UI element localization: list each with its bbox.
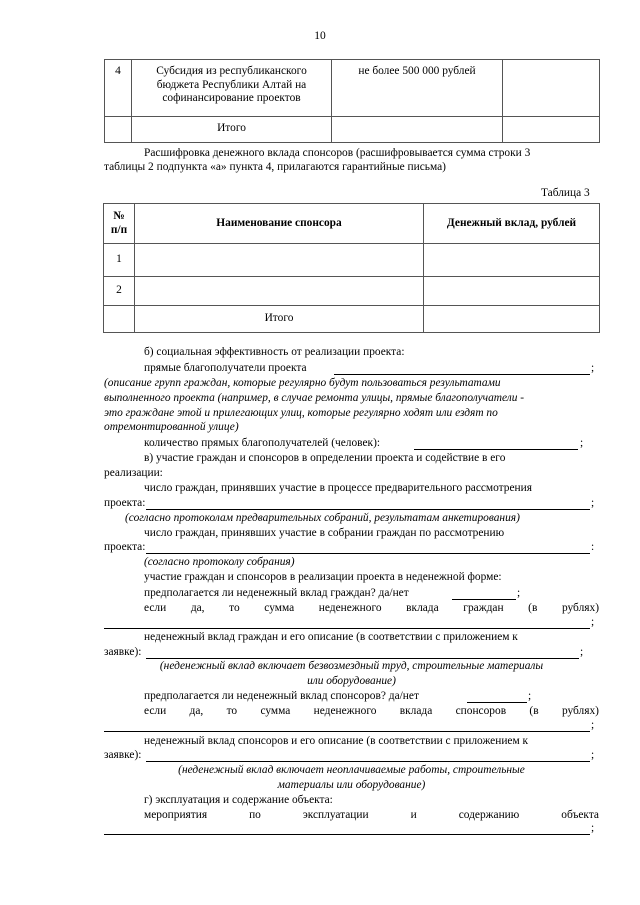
table-header-row <box>104 204 600 244</box>
punctuation: ; <box>591 822 595 834</box>
total-amount-cell <box>332 117 503 143</box>
sponsor-intro-text: Расшифровка денежного вклада спонсоров (расшифровывается сумма строки 3 <box>144 147 531 159</box>
nonmonetary-title: участие граждан и спонсоров в реализации проекта в неденежной форме: <box>144 571 502 583</box>
table-row-total <box>104 306 600 333</box>
blank-line <box>467 702 527 703</box>
punctuation: ; <box>528 690 532 702</box>
table-row <box>104 244 600 277</box>
meeting-count-label: число граждан, принявших участие в собрании граждан по рассмотрению <box>144 527 505 539</box>
header-num-abbr: п/п <box>110 223 128 236</box>
row-name <box>132 60 332 117</box>
word: (в <box>529 705 539 717</box>
sponsors-desc-label <box>144 735 599 749</box>
row-name-line: Субсидия из республиканского <box>156 65 307 77</box>
word: если <box>144 705 167 717</box>
beneficiaries-note-line <box>104 377 599 391</box>
punctuation: : <box>591 541 595 553</box>
punctuation: ; <box>517 587 521 599</box>
total-label: Итого <box>135 306 424 333</box>
blank-line <box>146 658 579 659</box>
punctuation: ; <box>591 497 595 509</box>
word: эксплуатации <box>302 809 369 821</box>
beneficiaries-count-label: количество прямых благополучателей (человек): <box>144 437 381 449</box>
section-v-title <box>144 452 599 466</box>
header-num-sign: № <box>113 209 125 222</box>
table-caption: Таблица 3 <box>541 187 590 199</box>
word: и <box>410 809 417 821</box>
punctuation: ; <box>591 719 595 731</box>
sponsor-amount-cell <box>424 277 600 306</box>
section-v-text: в) участие граждан и спонсоров в определении проекта и содействие в его <box>144 452 506 464</box>
row-number: 1 <box>104 244 135 277</box>
sponsors-question: предполагается ли неденежный вклад спонсоров? да/нет <box>144 690 419 702</box>
citizens-note-2: или оборудование) <box>307 675 396 687</box>
sponsor-name-cell <box>135 244 424 277</box>
citizens-note: (неденежный вклад включает безвозмездный труд, строительные материалы <box>159 660 544 672</box>
punctuation: ; <box>580 437 584 449</box>
direct-beneficiaries-label: прямые благополучатели проекта <box>144 362 307 374</box>
word: (в <box>528 602 538 614</box>
sponsors-desc-label-2: заявке): <box>104 749 142 761</box>
word: вклада <box>399 705 433 717</box>
row-number: 2 <box>104 277 135 306</box>
total-num-cell <box>104 306 135 333</box>
word: да, <box>190 602 205 614</box>
header-sponsor-name: Наименование спонсора <box>135 204 424 244</box>
note-text: (описание групп граждан, которые регулярно будут пользоваться результатами <box>104 377 501 389</box>
word: граждан <box>463 602 504 614</box>
word: то <box>226 705 238 717</box>
blank-line <box>414 449 578 450</box>
measures-label <box>144 809 599 823</box>
prelim-note: (согласно протоколам предварительных собраний, результатам анкетирования) <box>125 512 520 524</box>
word: содержанию <box>458 809 520 821</box>
row-name-line: бюджета Республики Алтай на <box>156 78 307 91</box>
citizens-amount-label <box>144 602 599 616</box>
blank-line <box>104 834 590 835</box>
total-extra-cell <box>503 117 600 143</box>
row-number: 4 <box>105 60 132 117</box>
word: неденежного <box>313 705 377 717</box>
beneficiaries-note-line: отремонтированной улице) <box>104 421 239 433</box>
word: неденежного <box>318 602 382 614</box>
section-g-title: г) эксплуатация и содержание объекта: <box>144 794 333 806</box>
word: по <box>249 809 261 821</box>
sponsor-intro-line1 <box>144 147 599 161</box>
sponsors-amount-label <box>144 705 599 719</box>
word: да, <box>189 705 204 717</box>
blank-line <box>104 628 590 629</box>
blank-line <box>146 553 590 554</box>
word: сумма <box>264 602 295 614</box>
word: объекта <box>561 809 599 821</box>
meeting-note: (согласно протоколу собрания) <box>144 556 295 568</box>
punctuation: ; <box>591 749 595 761</box>
sponsors-table <box>103 203 600 333</box>
section-b-title: б) социальная эффективность от реализации проекта: <box>144 346 405 358</box>
page-number: 10 <box>314 30 326 42</box>
blank-line <box>452 599 516 600</box>
blank-line <box>104 731 590 732</box>
total-num-cell <box>105 117 132 143</box>
punctuation: ; <box>591 616 595 628</box>
row-name-line: софинансирование проектов <box>162 92 301 105</box>
prelim-count-label: число граждан, принявших участие в процессе предварительного рассмотрения <box>144 482 532 494</box>
sponsors-note: (неденежный вклад включает неоплачиваемые работы, строительные <box>178 764 525 776</box>
header-amount: Денежный вклад, рублей <box>424 204 600 244</box>
header-num <box>104 204 135 244</box>
total-amount-cell <box>424 306 600 333</box>
word: спонсоров <box>455 705 507 717</box>
meeting-count-label-2: проекта: <box>104 541 146 553</box>
citizens-desc-label <box>144 631 599 645</box>
citizens-desc-label-2: заявке): <box>104 646 142 658</box>
table-row-total <box>105 117 600 143</box>
desc-text: неденежный вклад граждан и его описание (в соответствии с приложением к <box>144 631 518 643</box>
punctuation: ; <box>580 646 584 658</box>
beneficiaries-note-line: выполненного проекта (например, в случае ремонта улицы, прямые благополучатели - <box>104 392 525 404</box>
blank-line <box>146 509 590 510</box>
section-v-title-2: реализации: <box>104 467 163 479</box>
word: если <box>144 602 167 614</box>
word: вклада <box>406 602 439 614</box>
word: рублях) <box>561 705 599 717</box>
word: то <box>229 602 240 614</box>
prelim-count-label-2: проекта: <box>104 497 146 509</box>
table-row <box>105 60 600 117</box>
funding-table-tail <box>104 59 600 143</box>
word: мероприятия <box>144 809 208 821</box>
row-extra <box>503 60 600 117</box>
total-label: Итого <box>132 117 332 143</box>
sponsors-note-2: материалы или оборудование) <box>277 779 426 791</box>
row-amount: не более 500 000 рублей <box>332 60 503 117</box>
sponsor-intro-line2: таблицы 2 подпункта «а» пункта 4, прилагаются гарантийные письма) <box>104 161 446 173</box>
table-row <box>104 277 600 306</box>
beneficiaries-note-line: это граждане этой и прилегающих улиц, которые регулярно ходят или ездят по <box>104 407 498 419</box>
sponsor-name-cell <box>135 277 424 306</box>
word: сумма <box>260 705 291 717</box>
citizens-question: предполагается ли неденежный вклад граждан? да/нет <box>144 587 409 599</box>
sponsor-amount-cell <box>424 244 600 277</box>
word: рублях) <box>561 602 599 614</box>
desc-text: неденежный вклад спонсоров и его описание (в соответствии с приложением к <box>144 735 529 747</box>
blank-line <box>146 761 590 762</box>
blank-line <box>334 374 590 375</box>
punctuation: ; <box>591 362 595 374</box>
